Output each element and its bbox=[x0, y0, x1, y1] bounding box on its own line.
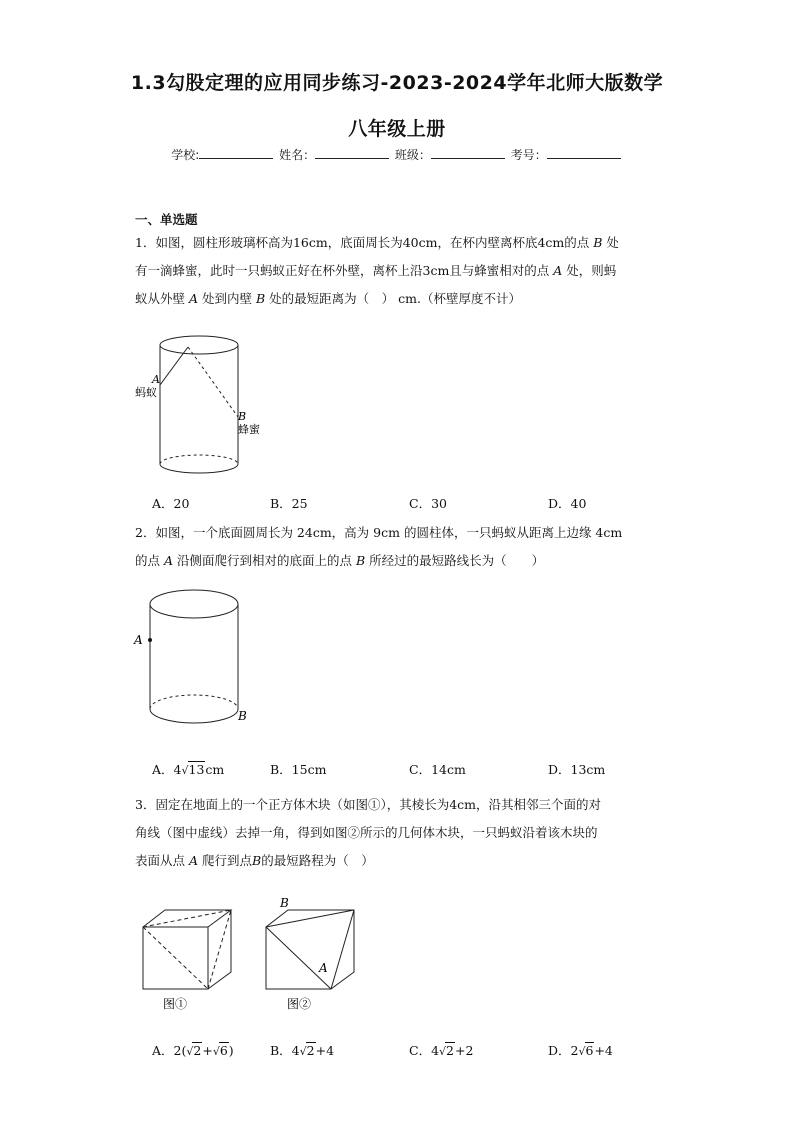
q3-option-d[interactable]: D．2√6+4 bbox=[548, 1043, 613, 1058]
q2-option-b[interactable]: B．15cm bbox=[270, 762, 327, 777]
q3-option-b[interactable]: B．4√2+4 bbox=[270, 1043, 335, 1058]
q1-option-b[interactable]: B．25 bbox=[270, 496, 308, 511]
q2-option-a[interactable]: A．4√13cm bbox=[152, 762, 225, 777]
student-info-fields bbox=[0, 146, 794, 163]
name-label: 姓名： bbox=[279, 148, 316, 162]
q3-option-c[interactable]: C．4√2+2 bbox=[409, 1043, 474, 1058]
fig3-label-a: A bbox=[319, 961, 328, 975]
page-title-line1: 1.3勾股定理的应用同步练习-2023-2024学年北师大版数学 bbox=[130, 72, 664, 94]
school-blank bbox=[199, 146, 273, 159]
name-blank bbox=[315, 146, 389, 159]
fig3-label-fig2: 图② bbox=[287, 997, 312, 1011]
fig1-label-honey: 蜂蜜 bbox=[238, 423, 260, 436]
question-2-text: 2．如图，一个底面圆周长为 24cm，高为 9cm 的圆柱体，一只蚂蚁从距离上边缘 4cm 的点 A 沿侧面爬行到相对的底面上的点 B 所经过的最短路线长为（ ） bbox=[135, 525, 623, 568]
fig1-label-a: A bbox=[152, 373, 160, 386]
fig2-label-a: A bbox=[134, 633, 143, 647]
q2-option-c[interactable]: C．14cm bbox=[409, 762, 466, 777]
q3-option-a[interactable]: A．2(√2+√6) bbox=[152, 1043, 234, 1058]
fig1-label-ant: 蚂蚁 bbox=[135, 386, 157, 399]
fig3-label-b: B bbox=[280, 896, 289, 910]
page-title-line2: 八年级上册 bbox=[348, 118, 446, 140]
question-2-figure bbox=[130, 585, 260, 735]
section-heading: 一、单选题 bbox=[135, 212, 198, 227]
q2-option-d[interactable]: D．13cm bbox=[548, 762, 606, 777]
question-3-figure bbox=[135, 893, 375, 1023]
question-3-text: 3．固定在地面上的一个正方体木块（如图①），其棱长为4cm，沿其相邻三个面的对 角线（图中虚线）去掉一角，得到如图②所示的几何体木块，一只蚂蚁沿着该木块的 表面从点 A 爬行到点B的最短路程为（ ） bbox=[135, 797, 602, 868]
exam-number-blank bbox=[547, 146, 621, 159]
class-label: 班级： bbox=[394, 148, 431, 162]
question-1-text: 1．如图，圆柱形玻璃杯高为16cm，底面周长为40cm，在杯内壁离杯底4cm的点 B 处 有一滴蜂蜜，此时一只蚂蚁正好在杯外壁，离杯上沿3cm且与蜂蜜相对的点 A 处，则蚂 蚁从外壁 A 处到内壁 B 处的最短距离为（ ） cm.（杯壁厚度不计） bbox=[135, 235, 619, 306]
fig1-label-b: B bbox=[238, 410, 247, 423]
school-label: 学校: bbox=[171, 148, 200, 162]
fig3-label-fig1: 图① bbox=[163, 997, 188, 1011]
exam-number-label: 考号： bbox=[510, 148, 547, 162]
question-1-figure bbox=[130, 325, 280, 485]
fig2-label-b: B bbox=[238, 709, 247, 723]
q1-option-d[interactable]: D．40 bbox=[548, 496, 587, 511]
q1-option-a[interactable]: A．20 bbox=[152, 496, 190, 511]
class-blank bbox=[431, 146, 505, 159]
q1-option-c[interactable]: C．30 bbox=[409, 496, 447, 511]
